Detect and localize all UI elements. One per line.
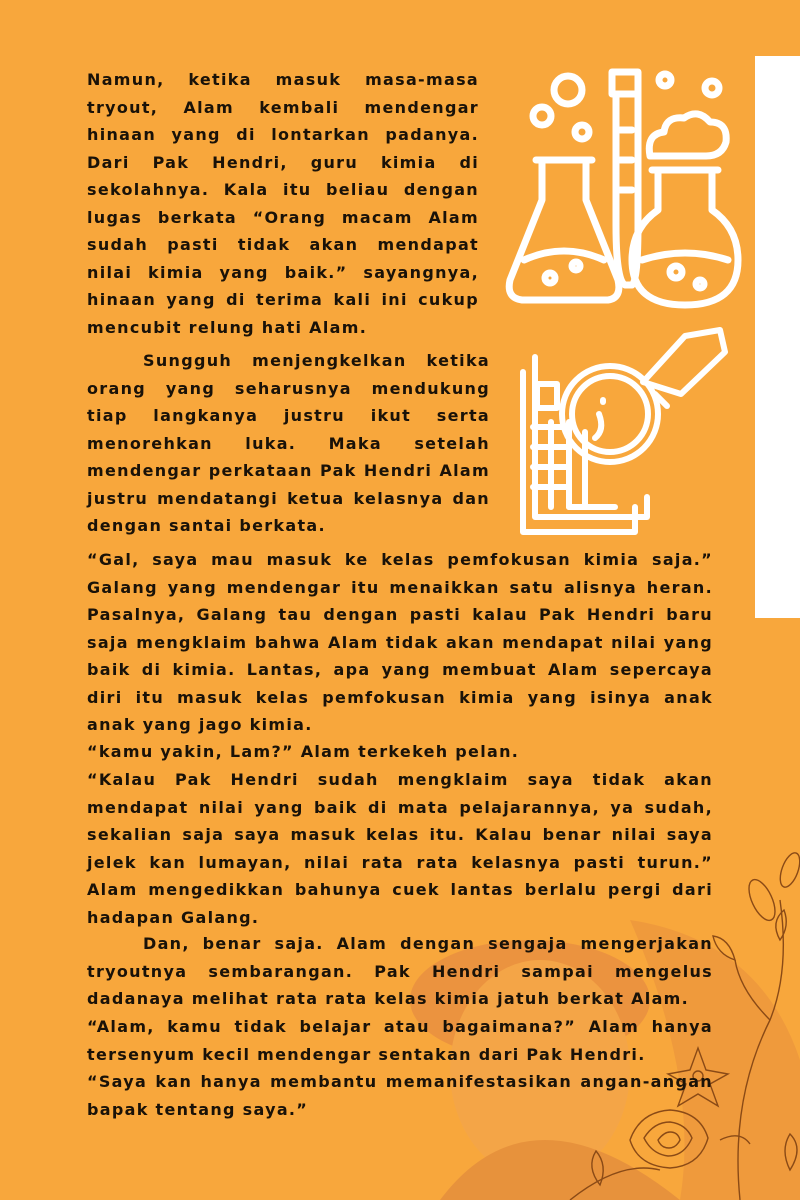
flasks-icon xyxy=(500,60,750,310)
paragraph-frustration: Sungguh menjengkelkan ketika orang yang seharusnya mendukung tiap langkanya justru ikut serta menorehkan luka. Maka setelah mendengar perkataan Pak Hendri Alam justru mendatangi ketua kelasnya dan dengan santai berkata. xyxy=(87,351,490,535)
paragraph-galang-question: “kamu yakin, Lam?” Alam terkekeh pelan. xyxy=(87,742,520,761)
paragraph-tryout-insult: Namun, ketika masuk masa-masa tryout, Alam kembali mendengar hinaan yang di lontarkan padanya. Dari Pak Hendri, guru kimia di sekolahnya. Kala itu beliau dengan lugas berkata “Orang macam Alam sudah pasti tidak akan mendapat nilai kimia yang baik.” sayangnya, hinaan yang di terima kali ini cukup mencubit relung hati Alam. xyxy=(87,70,479,337)
paragraph-galang-surprise: “Gal, saya mau masuk ke kelas pemfokusan kimia saja.” Galang yang mendengar itu menaikkan satu alisnya heran. Pasalnya, Galang tau dengan pasti kalau Pak Hendri baru saja mengklaim bahwa Alam tidak akan mendapat nilai yang baik di kimia. Lantas, apa yang membuat Alam sepercaya diri itu masuk kelas pemfokusan kimia yang isinya anak anak yang jago kimia. xyxy=(87,550,713,734)
paragraph-alam-final-reply: “Saya kan hanya membantu memanifestasikan angan-angan bapak tentang saya.” xyxy=(87,1072,713,1119)
paragraph-pak-hendri-question: “Alam, kamu tidak belajar atau bagaimana?” Alam hanya tersenyum kecil mendengar sentakan dari Pak Hendri. xyxy=(87,1017,713,1064)
paragraph-alam-reply: “Kalau Pak Hendri sudah mengklaim saya tidak akan mendapat nilai yang baik di mata pelajarannya, ya sudah, sekalian saja saya masuk kelas itu. Kalau benar nilai saya jelek kan lumayan, nilai rata rata kelasnya pasti turun.” Alam mengedikkan bahunya cuek lantas berlalu pergi dari hadapan Galang. xyxy=(87,770,713,927)
side-panel-strip xyxy=(755,56,800,618)
paragraph-tryout-result: Dan, benar saja. Alam dengan sengaja mengerjakan tryoutnya sembarangan. Pak Hendri sampai mengelus dadanaya melihat rata rata kelas kimia jatuh berkat Alam. xyxy=(87,934,713,1008)
document-magnifier-icon xyxy=(515,322,730,537)
